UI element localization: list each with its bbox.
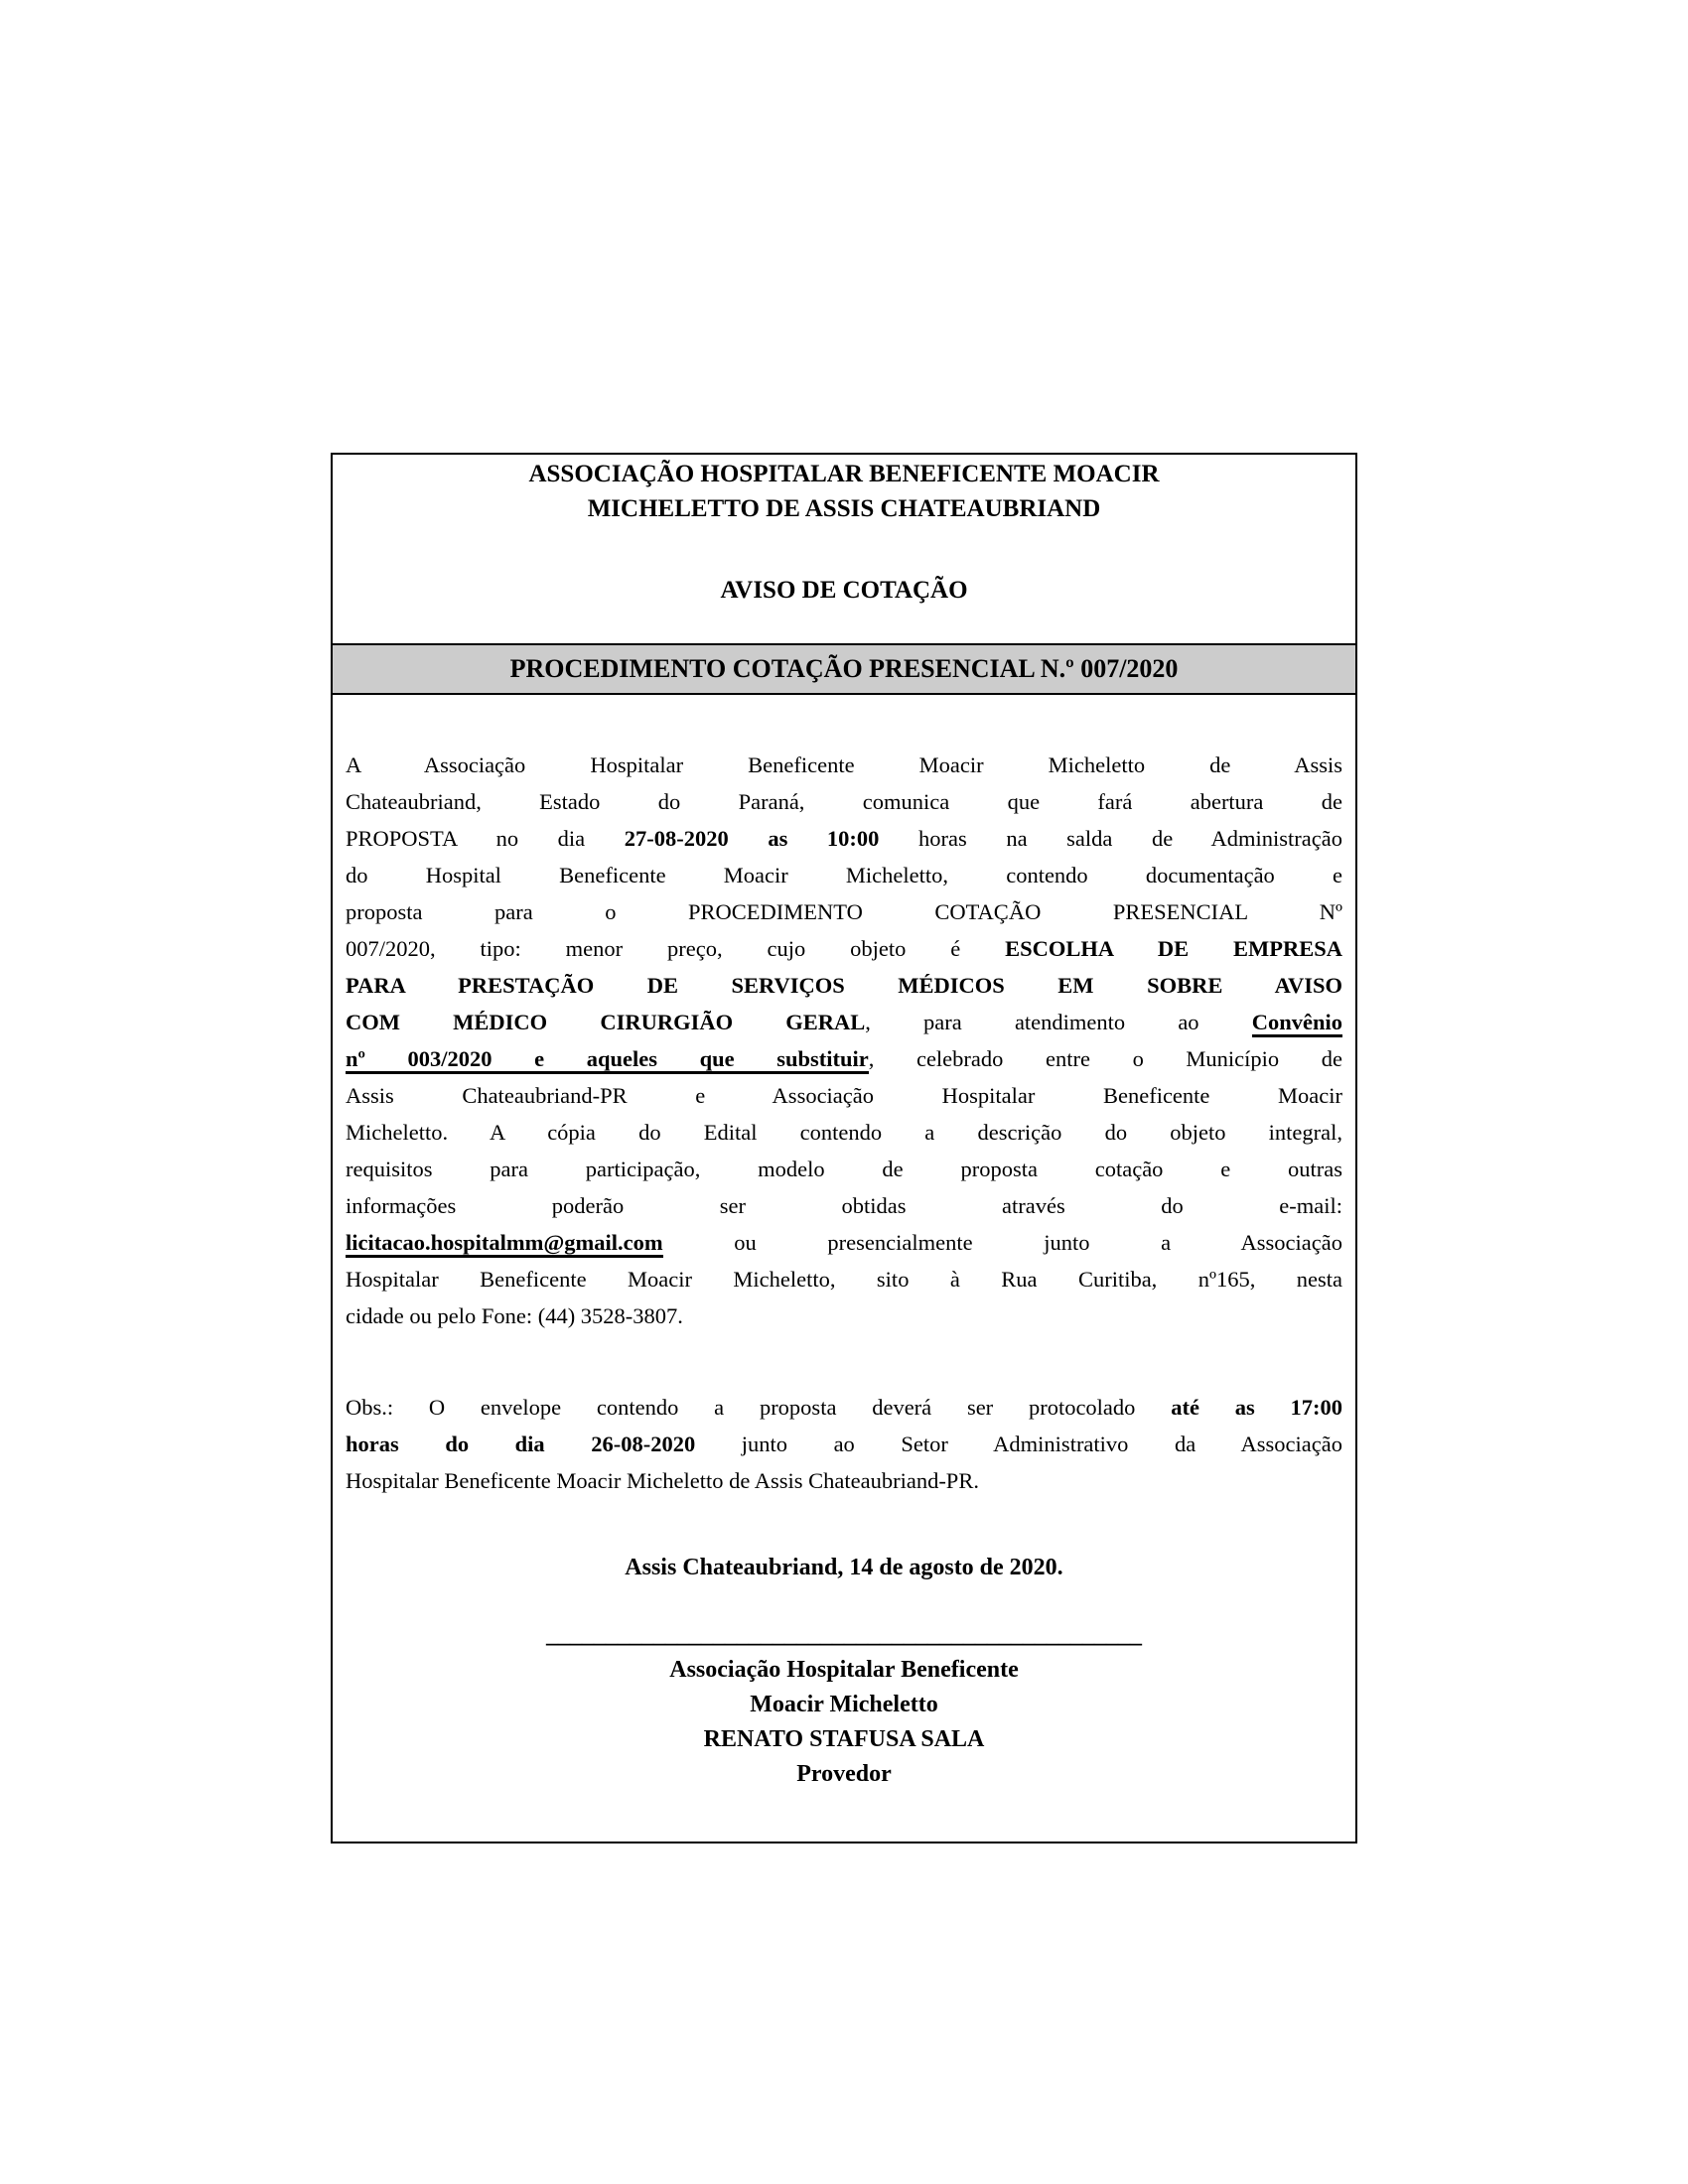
text-line: 007/2020, tipo: menor preço, cujo objeto é ESCOLHA DE EMPRESA: [346, 936, 1342, 961]
text-line: PARA PRESTAÇÃO DE SERVIÇOS MÉDICOS EM SOBRE AVISO: [346, 973, 1342, 998]
notice-subtitle: AVISO DE COTAÇÃO: [720, 577, 968, 604]
text-line: Hospitalar Beneficente Moacir Micheletto, sito à Rua Curitiba, nº165, nesta: [346, 1267, 1342, 1292]
document-box: [331, 453, 1357, 1843]
text-line: PROPOSTA no dia 27-08-2020 as 10:00 horas na salda de Administração: [346, 826, 1342, 851]
text-line: do Hospital Beneficente Moacir Micheletto, contendo documentação e: [346, 863, 1342, 887]
text-line: informações poderão ser obtidas através do e-mail:: [346, 1193, 1342, 1218]
text-line: A Associação Hospitalar Beneficente Moacir Micheletto de Assis: [346, 752, 1342, 777]
text-line: proposta para o PROCEDIMENTO COTAÇÃO PRESENCIAL Nº: [346, 899, 1342, 924]
procedure-banner: PROCEDIMENTO COTAÇÃO PRESENCIAL N.º 007/2020: [333, 643, 1355, 695]
main-paragraph: [346, 747, 1342, 1334]
signature-block: [346, 1618, 1342, 1792]
text-line: Micheletto. A cópia do Edital contendo a descrição do objeto integral,: [346, 1120, 1342, 1145]
text-line: Chateaubriand, Estado do Paraná, comunica que fará abertura de: [346, 789, 1342, 814]
text-line: cidade ou pelo Fone: (44) 3528-3807.: [346, 1303, 683, 1328]
text-line: nº 003/2020 e aqueles que substituir, celebrado entre o Município de: [346, 1040, 1342, 1077]
text-line: horas do dia 26-08-2020 junto ao Setor Administrativo da Associação: [346, 1432, 1342, 1456]
signature-rule: __________________________________________________: [546, 1622, 1142, 1648]
document-body: [333, 695, 1355, 1842]
text-line: Assis Chateaubriand-PR e Associação Hospitalar Beneficente Moacir: [346, 1083, 1342, 1108]
text-line: requisitos para participação, modelo de proposta cotação e outras: [346, 1157, 1342, 1181]
date-line: Assis Chateaubriand, 14 de agosto de 2020.: [625, 1555, 1063, 1580]
signature-name: RENATO STAFUSA SALA: [703, 1726, 985, 1752]
org-title-line1: ASSOCIAÇÃO HOSPITALAR BENEFICENTE MOACIR: [528, 461, 1160, 487]
text-line: licitacao.hospitalmm@gmail.com ou presencialmente junto a Associação: [346, 1224, 1342, 1261]
signature-org-line1: Associação Hospitalar Beneficente: [669, 1657, 1019, 1683]
document-header: [333, 455, 1355, 643]
signature-role: Provedor: [796, 1761, 892, 1787]
text-line: Obs.: O envelope contendo a proposta deverá ser protocolado até as 17:00: [346, 1395, 1342, 1420]
signature-org-line2: Moacir Micheletto: [750, 1692, 938, 1717]
text-line: Hospitalar Beneficente Moacir Micheletto de Assis Chateaubriand-PR.: [346, 1468, 979, 1493]
text-line: COM MÉDICO CIRURGIÃO GERAL, para atendimento ao Convênio: [346, 1004, 1342, 1040]
org-title-line2: MICHELETTO DE ASSIS CHATEAUBRIAND: [587, 495, 1101, 522]
obs-paragraph: [346, 1389, 1342, 1499]
